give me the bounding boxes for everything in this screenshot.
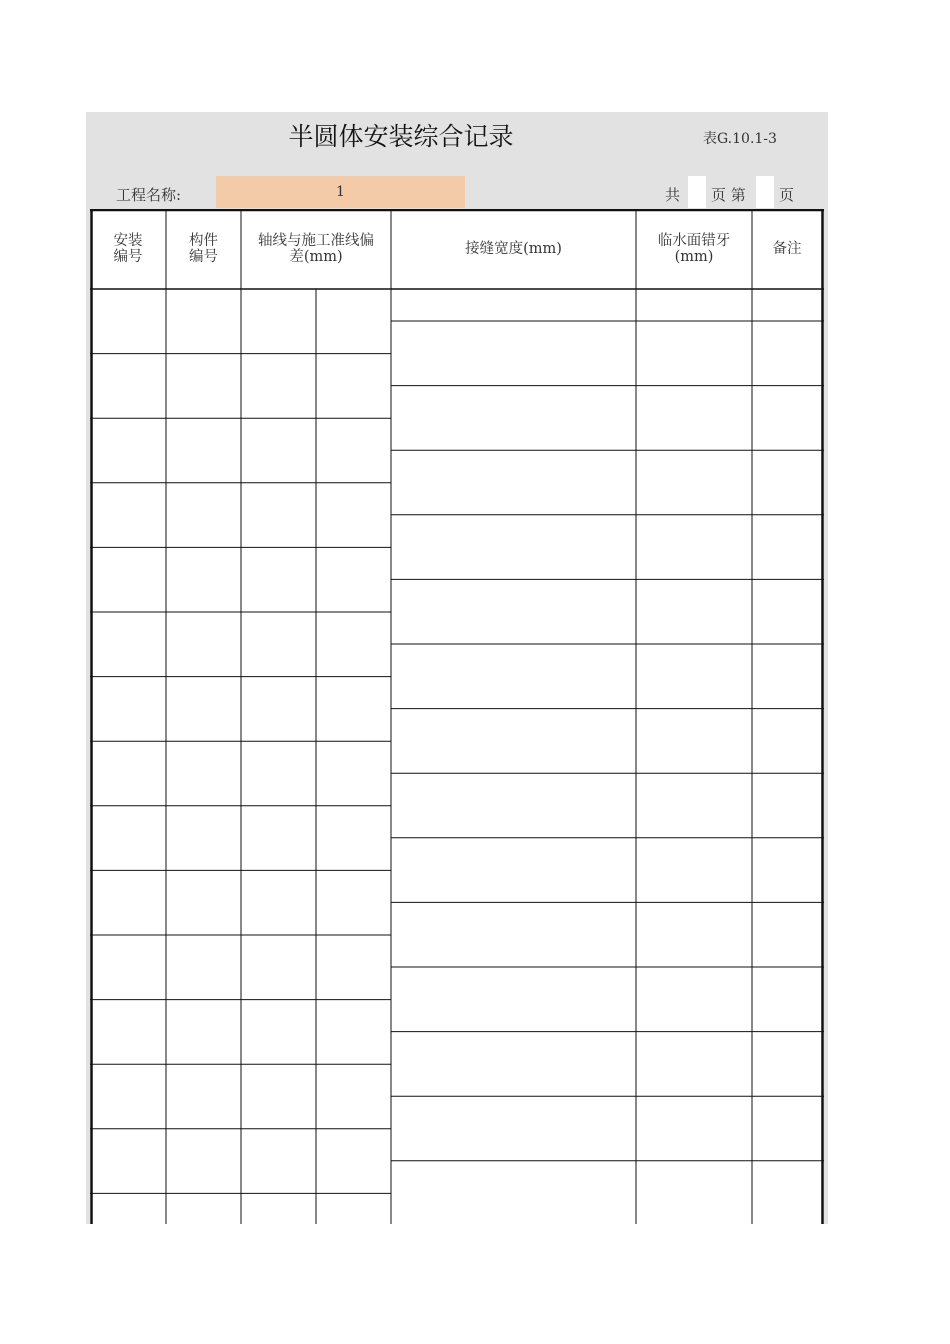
page-title: 半圆体安装综合记录 (288, 122, 514, 151)
record-table (90, 209, 824, 1224)
col-header-remarks: 备注 (772, 241, 802, 257)
project-name-field[interactable]: 1 (216, 176, 465, 208)
col-header-install-no: 安装 编号 (113, 233, 143, 265)
col-header-axis-deviation: 轴线与施工准线偏 差(mm) (258, 233, 374, 265)
page-suffix: 页 (779, 186, 795, 204)
col-header-water-face-offset: 临水面错牙 (mm) (657, 233, 731, 265)
page-middle-label: 页 第 (711, 186, 746, 204)
form-code: 表G.10.1-3 (703, 131, 777, 147)
col-header-joint-width: 接缝宽度(mm) (465, 241, 562, 257)
page-total-field[interactable] (688, 176, 706, 208)
project-label: 工程名称: (116, 186, 182, 204)
table-grid-lines (90, 209, 824, 1224)
page-total-prefix: 共 (665, 186, 681, 204)
col-header-component-no: 构件 编号 (189, 233, 218, 265)
page-current-field[interactable] (756, 176, 774, 208)
